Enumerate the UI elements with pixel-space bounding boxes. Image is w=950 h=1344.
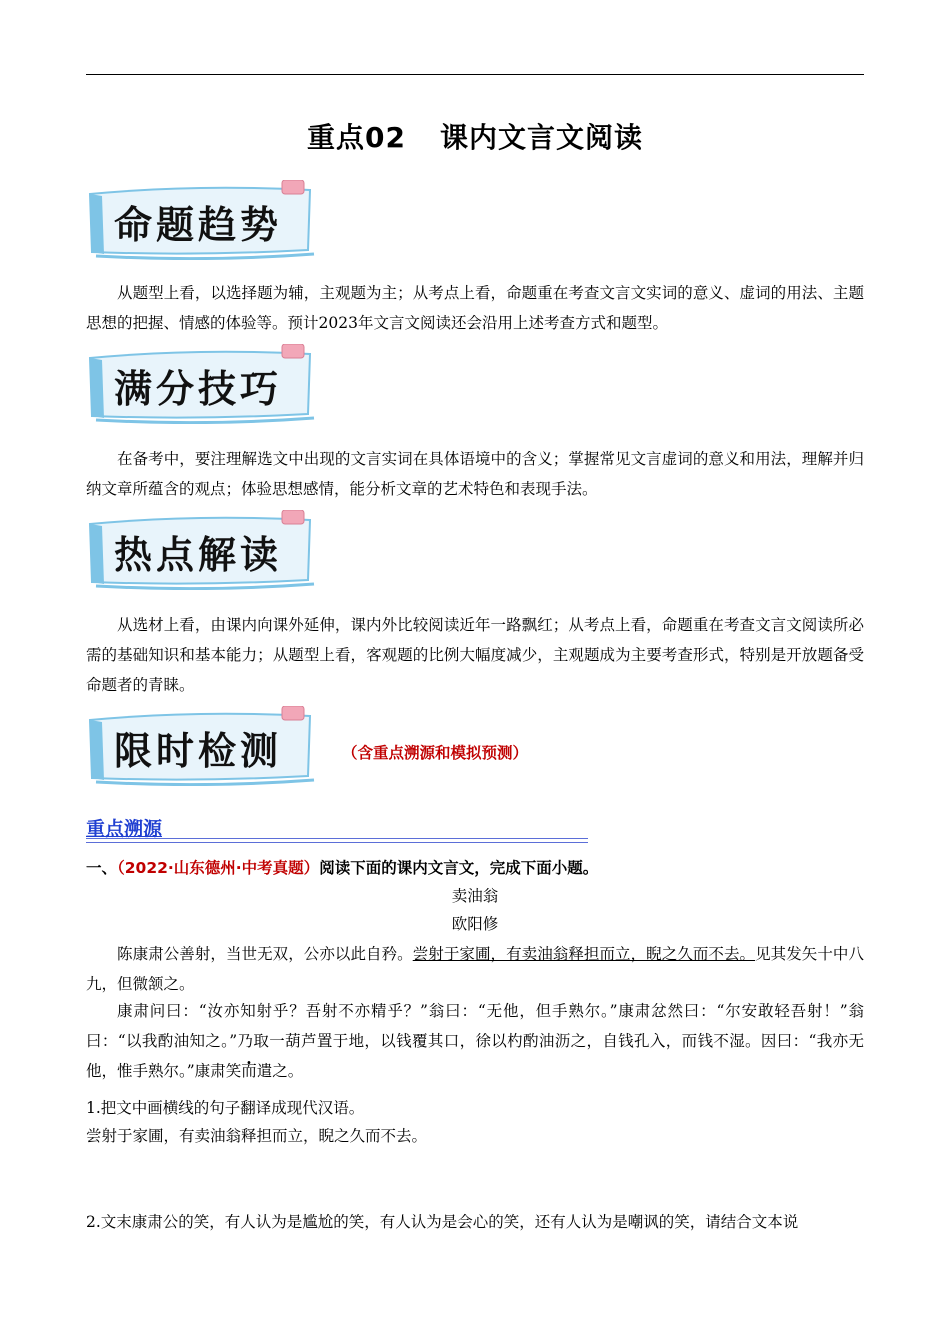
question-instruction: 阅读下面的课内文言文，完成下面小题。 — [319, 859, 599, 877]
passage-paragraph-2 — [86, 996, 864, 1086]
title-text: 课内文言文阅读 — [439, 121, 643, 154]
banner-test-label: 限时检测 — [114, 728, 283, 773]
underlined-sentence: 尝射于家圃，有卖油翁释担而立，睨之久而不去。 — [412, 945, 756, 963]
test-note: （含重点溯源和模拟预测） — [342, 744, 529, 762]
trend-paragraph: 从题型上看，以选择题为辅，主观题为主；从考点上看，命题重在考查文言文实词的意义、虚词的用法、主题思想的把握、情感的体验等。预计2023年文言文阅读还会沿用上述考查方式和题型。 — [86, 284, 864, 332]
top-rule — [86, 74, 864, 75]
question-header — [86, 856, 598, 878]
section-rule — [86, 842, 588, 843]
skill-paragraph: 在备考中，要注理解选文中出现的文言实词在具体语境中的含义；掌握常见文言虚词的意义和用法，理解并归纳文章所蕴含的观点；体验思想感情，能分析文章的艺术特色和表现手法。 — [86, 450, 864, 498]
p1-text-end: 见其发矢十中八九，但微颔之。 — [86, 945, 864, 993]
passage-author: 欧阳修 — [451, 915, 499, 933]
banner-skill — [86, 344, 318, 424]
banner-trend-label: 命题趋势 — [114, 202, 283, 247]
passage-paragraph-1 — [86, 939, 864, 999]
p2-text: 康肃问曰：“汝亦知射乎？吾射不亦精乎？”翁曰：“无他，但手熟尔。”康肃忿然曰：“尔安敢轻吾射！”翁曰：“以我酌油知之。”乃取一葫芦置于地，以钱覆其口，徐以杓酌油沥之，自钱孔入，而钱不湿。因曰：“我亦无他，惟手熟尔。”康肃 — [86, 1002, 864, 1080]
question-source: （2022·山东德州·中考真题） — [117, 859, 320, 877]
banner-trend — [86, 180, 318, 260]
p1-text: 陈康肃公善射，当世无双，公亦以此自矜。 — [117, 945, 413, 963]
dotted-character: 笑 — [225, 1062, 242, 1080]
page-title — [0, 116, 950, 156]
question-1-sentence: 尝射于家圃，有卖油翁释担而立，睨之久而不去。 — [86, 1127, 428, 1145]
passage-title: 卖油翁 — [451, 887, 499, 905]
question-2: 2.文末康肃公的笑，有人认为是尴尬的笑，有人认为是会心的笑，还有人认为是嘲讽的笑，请结合文本说 — [86, 1213, 799, 1231]
hot-paragraph: 从选材上看，由课内向课外延伸，课内外比较阅读近年一路飘红；从考点上看，命题重在考查文言文阅读所必需的基础知识和基本能力；从题型上看，客观题的比例大幅度减少，主观题成为主要考查形式，特别是开放题备受命题者的青睐。 — [86, 616, 864, 694]
banner-hot — [86, 510, 318, 590]
section-heading: 重点溯源 — [86, 818, 163, 840]
banner-test — [86, 706, 318, 786]
question-prefix: 一、 — [86, 859, 118, 877]
question-1: 1.把文中画横线的句子翻译成现代汉语。 — [86, 1099, 365, 1117]
p2-text-end: 而遣之。 — [241, 1062, 304, 1080]
section-rule — [86, 838, 588, 839]
banner-skill-label: 满分技巧 — [114, 366, 283, 411]
banner-hot-label: 热点解读 — [114, 532, 283, 577]
title-number: 重点02 — [307, 121, 406, 154]
